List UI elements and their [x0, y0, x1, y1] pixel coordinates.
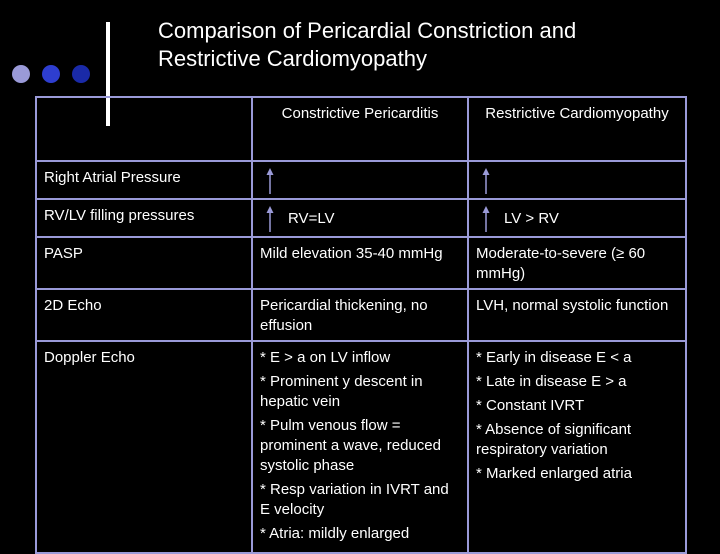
list-item: * Absence of significant respiratory variation [476, 421, 632, 458]
table-row [36, 237, 686, 289]
cell-value: RV=LV [288, 210, 335, 227]
table-row [36, 289, 686, 341]
cell-constrictive [252, 199, 468, 237]
decor-dot-1 [12, 65, 30, 83]
cell-restrictive: Moderate-to-severe (≥ 60 mmHg) [468, 237, 686, 289]
list-item: * Resp variation in IVRT and E velocity [260, 481, 449, 518]
cell-constrictive: Mild elevation 35-40 mmHg [252, 237, 468, 289]
title-line-2: Restrictive Cardiomyopathy [158, 46, 427, 71]
list-item: * Marked enlarged atria [476, 465, 632, 482]
header-restrictive: Restrictive Cardiomyopathy [468, 97, 686, 161]
decor-dot-2 [42, 65, 60, 83]
list-item: * E > a on LV inflow [260, 349, 391, 366]
cell-restrictive [468, 161, 686, 199]
cell-constrictive: Pericardial thickening, no effusion [252, 289, 468, 341]
up-arrow-icon [480, 168, 492, 194]
list-item: * Atria: mildly enlarged [260, 525, 410, 542]
cell-value: LV > RV [504, 210, 559, 227]
cell-restrictive [468, 341, 686, 553]
header-cell-empty [36, 97, 252, 161]
header-constrictive: Constrictive Pericarditis [252, 97, 468, 161]
table-row [36, 199, 686, 237]
list-item: * Early in disease E < a [476, 349, 632, 366]
list-item: * Late in disease E > a [476, 373, 627, 390]
row-label: 2D Echo [36, 289, 252, 341]
up-arrow-icon [480, 206, 492, 232]
table-row [36, 341, 686, 553]
list-item: * Constant IVRT [476, 397, 585, 414]
cell-constrictive [252, 161, 468, 199]
title-line-1: Comparison of Pericardial Constriction and [158, 18, 577, 43]
slide-title [158, 17, 698, 73]
table-row [36, 161, 686, 199]
table-header-row [36, 97, 686, 161]
list-item: * Prominent y descent in hepatic vein [260, 373, 423, 410]
up-arrow-icon [264, 206, 276, 232]
row-label: PASP [36, 237, 252, 289]
cell-restrictive [468, 199, 686, 237]
up-arrow-icon [264, 168, 276, 194]
row-label: RV/LV filling pressures [36, 199, 252, 237]
row-label: Doppler Echo [36, 341, 252, 553]
cell-constrictive [252, 341, 468, 553]
list-item: * Pulm venous flow = prominent a wave, reduced systolic phase [260, 417, 441, 474]
comparison-table [35, 96, 687, 554]
row-label: Right Atrial Pressure [36, 161, 252, 199]
cell-restrictive: LVH, normal systolic function [468, 289, 686, 341]
decor-dot-3 [72, 65, 90, 83]
